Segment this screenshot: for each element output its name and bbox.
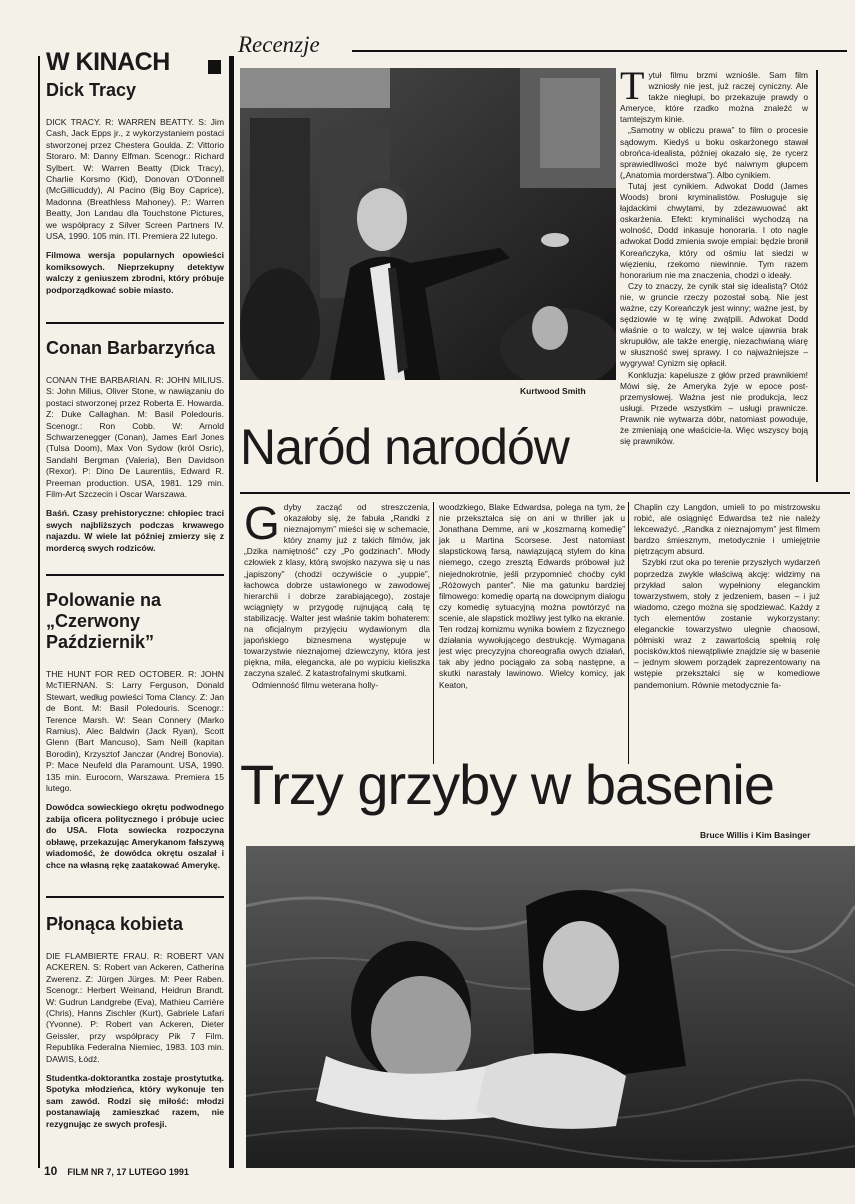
review-summary: Dowódca sowieckiego okrętu podwodnego zabija oficera politycznego i próbuje uciec do USA. Flota sowiecka rozpoczyna obławę, przekazując Amerykanom fałszywą wiadomość, że dowódca okrętu oszalał i chce na własną rękę zaatakować Amerykę. (46, 802, 224, 870)
paragraph: dyby zacząć od streszczenia, okazałoby się, że fabuła „Randki z nieznajomym” mieści się w schemacie, który znamy już z takich filmów, jak „Dzika namiętność” czy „Po godzinach”. Młody człowiek z klasy, którą swojsko nazywa się u nas „japiszony” (chodzi oczywiście o „yuppie”, łachowca dobrze ustawionego w zawodowej hierarchii i dobrze zarabiającego), zostaje wciągnięty w przygodę rujnującą całą tę stabilizację. Walter jest właśnie takim bohaterem: na oficjalnym przyjęciu wydawionym dla japońskiego biznesmena występuje w towarzystwie nieznajomej dziewczyny, która jest piękna, miła, elegancka, ale po wypiciu kieliszka zaczyna szaleć. Z katastrofalnymi skutkami. (244, 502, 430, 679)
paragraph: Tutaj jest cynikiem. Adwokat Dodd (James Woods) broni kryminalistów. Posługuje się łajdackimi chwytami, by zdezawuować akt oskarżenia. Efekt: kryminaliści wychodzą na wolność, Dodd inkasuje honoraria. I oto nagle adwokat Dodd zmienia swoje empiai: będzie bronił Koreańczyka, który od ośmiu lat siedzi w więzieniu, rzekomo niewinnie. Tym razem honorarium nie ma znaczenia, chodzi o ideały. (620, 180, 808, 280)
review-title: Dick Tracy (46, 80, 137, 100)
section-title: Recenzje (238, 32, 320, 57)
sidebar-rule-left (38, 56, 40, 1168)
review-summary: Baśń. Czasy prehistoryczne: chłopiec traci swych najbliższych podczas krwawego najazdu. W wiele lat później zmierzy się z mordercą swych rodziców. (46, 508, 224, 553)
heading-square (208, 60, 221, 74)
page-number: 10 (44, 1164, 58, 1178)
review-conan (46, 338, 224, 554)
paragraph: Szybki rzut oka po terenie przyszłych wydarzeń poprzedza zwykle właściwą akcję: widzimy na przykład salon wypełniony eleganckim towarzystwem, stoły z jedzeniem, basen – i już wiadomo, czego można się spodziewać. Każdy z tych elementów zostanie wykorzystany: eleganckie towarzystwo ulegnie chaosowi, półmiski wraz z zawartością spełnią rolę pocisków,ktoś niewątpliwie znajdzie się w basenie – jednym słowem porządek zaprezentowany na wstępie przekształci się w komediowe pandemonium. Równie metodycznie fa- (634, 557, 820, 690)
courtroom-photo-illustration (240, 68, 616, 380)
article-naród-text (620, 63, 808, 447)
column-divider (628, 502, 629, 764)
pool-photo (246, 846, 855, 1168)
header-rule (352, 50, 847, 52)
page-footer (44, 1164, 189, 1178)
drop-cap: T (620, 63, 645, 108)
review-credits: DIE FLAMBIERTE FRAU. R: ROBERT VAN ACKEREN. S: Robert van Ackeren, Catherina Zwerenz. Z: Jürgen Jürges. M: Peer Raben. Scenogr.: Herbert Weinand, Heidrun Brandt. W: Gudrun Landgrebe (Eva), Mathieu Carrière (Chris), Hanns Zischler (Kurt), Gabriele Lafari (Yvonne). P: Robert van Ackeren, Dieter Geissler, przy współpracy Pik 7 Film. Republika Federalna Niemiec, 1983. 103 min. DAWIS, Łódź. (46, 951, 224, 1064)
article-headline: Naród narodów (240, 419, 569, 475)
review-plonaca-kobieta (46, 914, 224, 1130)
photo-caption: Kurtwood Smith (520, 386, 586, 396)
review-summary: Studentka-doktorantka zostaje prostytutką. Spotyka młodzieńca, który wykonuje ten sam zawód. Rodzi się miłość: młodzi postanawiają zamieszkać razem, nie rezygnując ze swych profesji. (46, 1073, 224, 1129)
article-column-3 (634, 502, 820, 691)
paragraph: ytuł filmu brzmi wzniośle. Sam film wzniosły nie jest, już raczej cyniczny. Ale także niegłupi, bo przekazuje prawdy o Ameryce, które rzadko można znaleźć w tamtejszym kinie. (620, 70, 808, 125)
review-title: Płonąca kobieta (46, 914, 184, 934)
sidebar-heading: W KINACH (46, 48, 170, 76)
review-title: Conan Barbarzyńca (46, 338, 216, 358)
column-rule (816, 70, 818, 482)
review-dick-tracy (46, 80, 224, 296)
paragraph: „Samotny w obliczu prawa” to film o procesie sądowym. Kiedyś u boku oskarżonego stawał obrońca-idealista, później okazało się, że rycerz sprawiedliwości może być naiwnym głupcem („Anatomia morderstwa”). Albo cynikiem. (620, 125, 808, 180)
paragraph: Chaplin czy Langdon, umieli to po mistrzowsku robić, ale osiągnięć Edwardsa też nie należy lekceważyć. „Randka z nieznajomym” jest filmem bardzo śmiesznym, metodycznie i umiejętnie piętrzącym absurd. (634, 502, 820, 557)
review-red-october (46, 590, 224, 871)
column-divider (433, 502, 434, 764)
issue-info: FILM NR 7, 17 LUTEGO 1991 (67, 1167, 189, 1177)
article-headline: Trzy grzyby w basenie (240, 753, 774, 816)
review-credits: THE HUNT FOR RED OCTOBER. R: JOHN McTIERNAN. S: Larry Ferguson, Donald Stewart, według powieści Toma Clancy. Z: Jan de Bont. M: Basil Poledouris. Scenogr.: Terence Marsh. W: Sean Connery (Marko Ramius), Alec Baldwin (Jack Ryan), Scott Glenn (Bart Mancuso), Sam Neill (kapitan Borodin), Krzysztof Janczar (Andrej Bonovia). P: Mace Neufeld dla Paramount. USA, 1990. 135 min. Eurocorn, Warszawa. Premiera 15 lutego. (46, 669, 224, 794)
paragraph: Odmienność filmu weterana holly- (252, 679, 379, 690)
photo-caption: Bruce Willis i Kim Basinger (700, 830, 811, 840)
article-column-2 (439, 502, 625, 691)
sidebar-separator (46, 322, 224, 324)
review-credits: DICK TRACY. R: WARREN BEATTY. S: Jim Cash, Jack Epps jr., z wykorzystaniem postaci stworzonej przez Chestera Goulda. Z: Vittorio Storaro. M: Danny Elfman. Scenogr.: Richard Sylbert. W: Warren Beatty (Dick Tracy), Charlie Korsmo (Kid), Donovan O'Donnell (McGillicuddy), Al Pacino (Big Boy Caprice), Madonna (Breathless Mahoney). P.: Warren Beatty, Jon Landau dla Touchstone Pictures, we współpracy z Silver Screen Partners IV. USA, 1990. 105 min. ITI. Premiera 22 lutego. (46, 117, 224, 242)
drop-cap: G (244, 497, 280, 549)
review-title: Polowanie na „Czerwony Październik” (46, 590, 162, 652)
paragraph: woodzkiego, Blake Edwardsa, polega na tym, że nie przekształca się on ani w thriller jak u Jonathana Demme, ani w „koszmarną komedię” jak u Martina Scorsese. Jest natomiast slapstickową farsą, nawiązującą stylem do kina niemego, czego zresztą Edwards próbował już niejednokrotnie, jeśli przypomnieć choćby cykl „Różowych panter”. Nie ma gatunku bardziej filmowego: komedię opartą na dowcipnym dialogu czy komedię sytuacyjną można powtórzyć na scenie, ale slapstick możliwy jest tylko na ekranie. Ten rodzaj komizmu wynika bowiem z fizycznego działania wywołującego destrukcję. Wymagana jest więc precyzyjna choreografia owych działań, tak aby jedno pociągało za sobą następne, a skutki narastały lawinowo. Wielcy komicy, jak Keaton, (439, 502, 625, 690)
article-column-1 (244, 497, 430, 691)
sidebar-separator (46, 574, 224, 576)
review-summary: Filmowa wersja popularnych opowieści komiksowych. Nieprzekupny detektyw walczy z geniuszem zbrodni, który próbuje podporządkować sobie miasto. (46, 250, 224, 295)
courtroom-photo (240, 68, 616, 380)
sidebar-rule-right (229, 56, 234, 1168)
paragraph: Czy to znaczy, że cynik stał się idealistą? Otóż nie, w gruncie rzeczy pozostał sobą. Nie jest ważne, czy Koreańczyk jest winny; ważne jest, by sędziowie w tę winę zwątpili. Adwokat Dodd właśnie o to walczy, w tej walce ujawnia brak skrupułów, ale także energię, niezachwianą wiarę w słuszność swej sprawy. I co najważniejsze – wygrywa! Cynizm się opłacił. (620, 280, 808, 369)
sidebar-separator (46, 896, 224, 898)
paragraph: Konkluzja: kapelusze z głów przed prawnikiem! Mówi się, że Ameryka żyje w epoce post-przemysłowej. Ważna jest nie produkcja, lecz usługi. Przede wszystkim – usługi prawnicze. Prawnik nie wytwarza dóbr, natomiast powoduje, że zmieniają one właścicie-la. Więc wszyscy boją się prawników. (620, 369, 808, 447)
pool-photo-illustration (246, 846, 855, 1168)
review-credits: CONAN THE BARBARIAN. R: JOHN MILIUS. S: John Milius, Oliver Stone, w nawiązaniu do postaci stworzonej przez Roberta E. Howarda. Z: Duke Callaghan. M: Basil Poledouris. Scenogr.: Ron Cobb. W: Arnold Schwarzenegger (Conan), James Earl Jones (Tulsa Doom), Max Von Sydow (król Osric), Sandahl Bergman (Valeria), Ben Davidson (Rexor). P: Dino De Laurentiis, Edward R. Preeman production. USA, 1981. 129 min. Film-Art Szczecin i Oscar Warszawa. (46, 375, 224, 500)
article-separator (240, 492, 850, 494)
